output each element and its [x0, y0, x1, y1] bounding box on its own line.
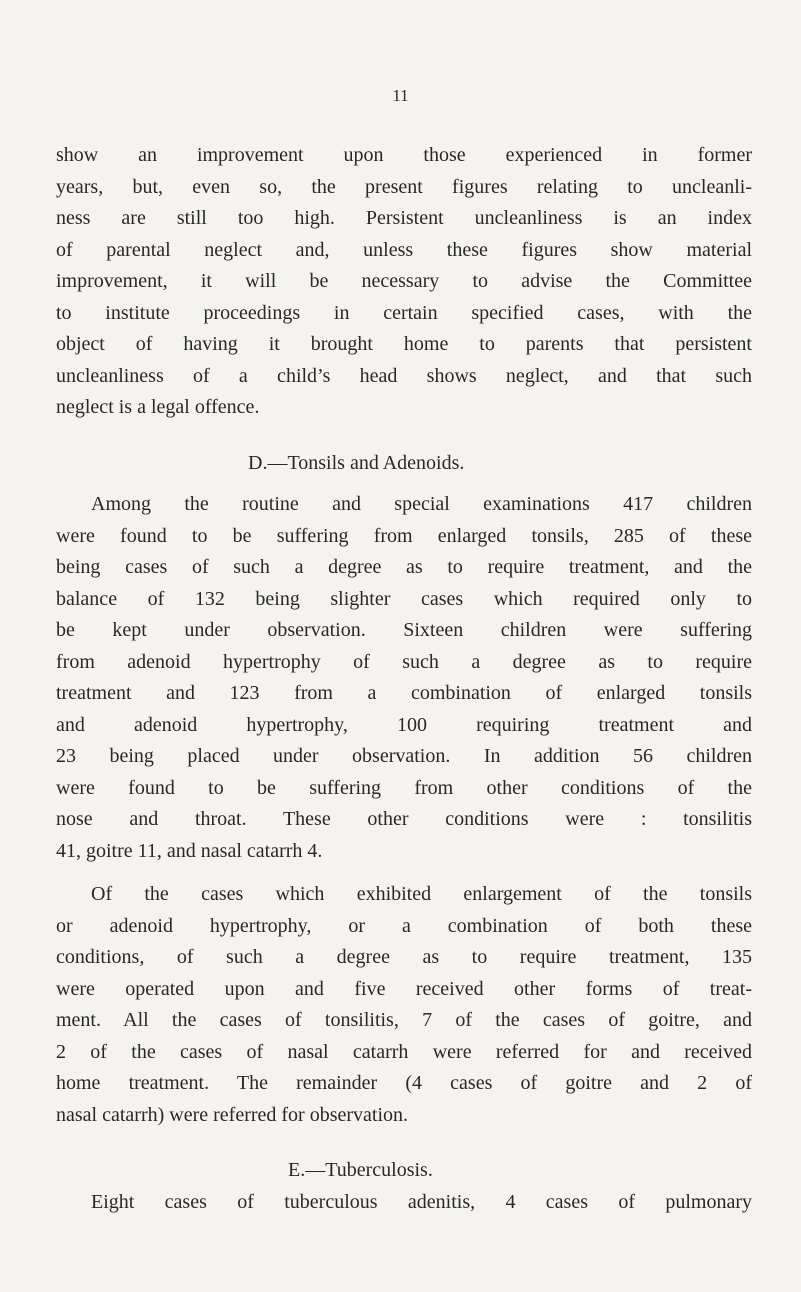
page-number: 11: [392, 86, 409, 105]
text-line: ment. All the cases of tonsilitis, 7 of the cases of goitre, and: [56, 1009, 752, 1031]
paragraph-tonsils-treatment: [56, 879, 752, 1131]
text-line: 23 being placed under observation. In addition 56 children: [56, 745, 752, 767]
section-heading-tuberculosis: E.—Tuberculosis.: [288, 1159, 433, 1181]
paragraph-tuberculosis: [56, 1187, 752, 1219]
text-line: or adenoid hypertrophy, or a combination of both these: [56, 914, 752, 937]
text-line: nasal catarrh) were referred for observation.: [56, 1103, 409, 1126]
text-line: being cases of such a degree as to require treatment, and the: [56, 556, 752, 578]
text-line: 2 of the cases of nasal catarrh were referred for and received: [56, 1040, 752, 1063]
text-line: Of the cases which exhibited enlargement of the tonsils: [91, 883, 752, 905]
text-line: home treatment. The remainder (4 cases of goitre and 2 of: [56, 1072, 752, 1094]
text-line: were operated upon and five received other forms of treat-: [56, 977, 752, 1000]
text-line: were found to be suffering from other conditions of the: [56, 776, 752, 799]
section-heading-tonsils: D.—Tonsils and Adenoids.: [248, 451, 465, 474]
paragraph-tonsils-findings: [56, 489, 752, 867]
text-line: neglect is a legal offence.: [56, 396, 260, 418]
text-line: conditions, of such a degree as to require treatment, 135: [56, 946, 752, 968]
text-line: be kept under observation. Sixteen children were suffering: [56, 619, 752, 641]
text-line: years, but, even so, the present figures relating to uncleanli-: [56, 175, 752, 198]
text-line: uncleanliness of a child’s head shows neglect, and that such: [56, 364, 752, 387]
text-line: from adenoid hypertrophy of such a degree as to require: [56, 650, 752, 673]
text-line: were found to be suffering from enlarged tonsils, 285 of these: [56, 524, 752, 547]
text-line: balance of 132 being slighter cases which required only to: [56, 587, 752, 610]
text-line: and adenoid hypertrophy, 100 requiring treatment and: [56, 713, 752, 736]
text-line: ness are still too high. Persistent uncleanliness is an index: [56, 207, 752, 229]
text-line: Eight cases of tuberculous adenitis, 4 cases of pulmonary: [91, 1190, 752, 1213]
text-line: improvement, it will be necessary to advise the Committee: [56, 270, 752, 292]
text-line: to institute proceedings in certain specified cases, with the: [56, 301, 752, 324]
paragraph-uncleanliness: [56, 140, 752, 424]
text-line: object of having it brought home to parents that persistent: [56, 333, 752, 355]
text-line: treatment and 123 from a combination of enlarged tonsils: [56, 682, 752, 704]
text-line: of parental neglect and, unless these figures show material: [56, 238, 752, 261]
body-text: [56, 140, 752, 1218]
text-line: Among the routine and special examinations 417 children: [91, 493, 752, 515]
text-line: nose and throat. These other conditions were : tonsilitis: [56, 808, 752, 830]
text-line: 41, goitre 11, and nasal catarrh 4.: [56, 839, 323, 862]
text-line: show an improvement upon those experienced in former: [56, 144, 752, 166]
